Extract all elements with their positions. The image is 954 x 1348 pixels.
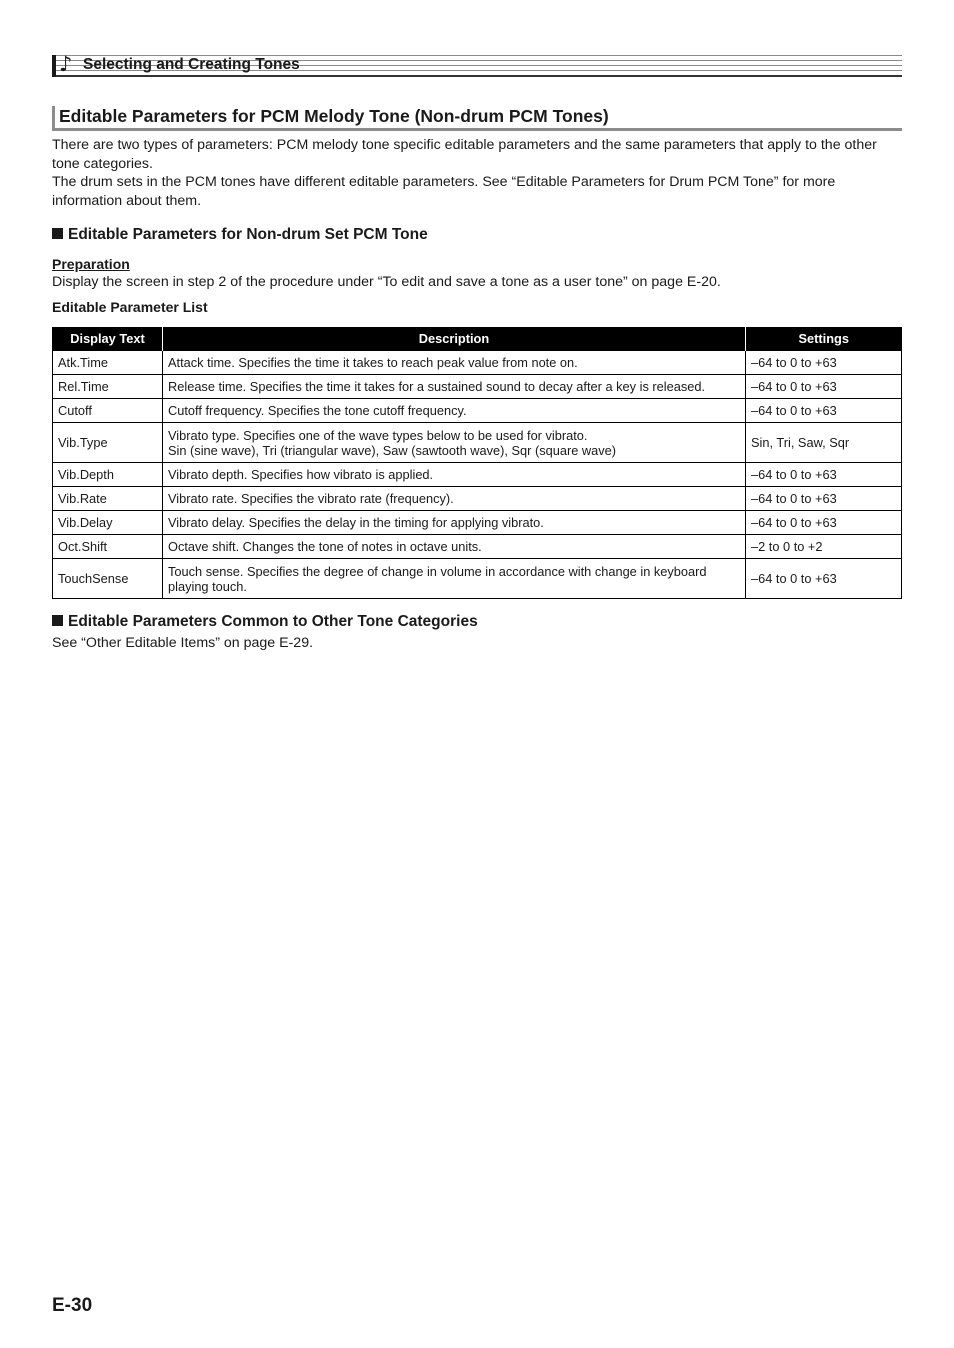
description-cell	[163, 559, 746, 599]
table-row	[53, 535, 902, 559]
table-row	[53, 511, 902, 535]
description-line-2: Sin (sine wave), Tri (triangular wave), Saw (sawtooth wave), Sqr (square wave)	[168, 442, 617, 458]
square-bullet-icon	[52, 228, 63, 239]
settings-cell: –64 to 0 to +63	[746, 463, 902, 487]
running-header-title: Selecting and Creating Tones	[83, 56, 300, 73]
display-text-cell: Vib.Type	[53, 423, 163, 463]
preparation-label: Preparation	[52, 256, 130, 272]
table-row	[53, 423, 902, 463]
subsection-title: Editable Parameters for Non-drum Set PCM Tone	[68, 226, 428, 243]
header-bar	[52, 55, 56, 77]
staff-line	[52, 75, 902, 77]
description-line-1: Touch sense. Specifies the degree of change in volume in accordance with change in keyboard	[168, 563, 707, 579]
display-text-cell: Atk.Time	[53, 351, 163, 375]
description-cell: Octave shift. Changes the tone of notes in octave units.	[163, 535, 746, 559]
description-cell: Vibrato delay. Specifies the delay in the timing for applying vibrato.	[163, 511, 746, 535]
table-row	[53, 375, 902, 399]
settings-cell: –2 to 0 to +2	[746, 535, 902, 559]
running-header	[52, 54, 902, 80]
display-text-cell: Vib.Delay	[53, 511, 163, 535]
subsection-heading-non-drum	[52, 225, 428, 244]
description-cell: Vibrato depth. Specifies how vibrato is applied.	[163, 463, 746, 487]
parameter-list-label: Editable Parameter List	[52, 299, 208, 315]
heading-bar	[52, 106, 55, 128]
description-cell	[163, 423, 746, 463]
display-text-cell: TouchSense	[53, 559, 163, 599]
display-text-cell: Cutoff	[53, 399, 163, 423]
description-cell: Cutoff frequency. Specifies the tone cutoff frequency.	[163, 399, 746, 423]
settings-cell: –64 to 0 to +63	[746, 511, 902, 535]
display-text-cell: Vib.Rate	[53, 487, 163, 511]
table-row	[53, 399, 902, 423]
description-line-2: playing touch.	[168, 578, 247, 594]
section-heading	[52, 105, 902, 131]
table-row	[53, 463, 902, 487]
page-number: E-30	[52, 1295, 93, 1316]
preparation-text: Display the screen in step 2 of the procedure under “To edit and save a tone as a user tone” on page E-20.	[52, 274, 721, 290]
display-text-cell: Rel.Time	[53, 375, 163, 399]
column-header-display-text: Display Text	[53, 327, 163, 351]
section-title: Editable Parameters for PCM Melody Tone (Non-drum PCM Tones)	[59, 106, 609, 126]
table-row	[53, 351, 902, 375]
settings-cell: –64 to 0 to +63	[746, 487, 902, 511]
eighth-note-icon: ♪	[59, 52, 73, 76]
table-row	[53, 559, 902, 599]
intro-paragraph-2: The drum sets in the PCM tones have different editable parameters. See “Editable Parameters for Drum PCM Tone” for more information about them.	[52, 174, 836, 209]
table-row	[53, 487, 902, 511]
display-text-cell: Vib.Depth	[53, 463, 163, 487]
square-bullet-icon	[52, 615, 63, 626]
cross-reference-text: See “Other Editable Items” on page E-29.	[52, 635, 314, 651]
settings-cell: –64 to 0 to +63	[746, 351, 902, 375]
settings-cell: –64 to 0 to +63	[746, 559, 902, 599]
intro-paragraph-1: There are two types of parameters: PCM melody tone specific editable parameters and the same parameters that apply to the other tone categories.	[52, 137, 877, 172]
settings-cell: –64 to 0 to +63	[746, 399, 902, 423]
intro-text	[52, 136, 902, 210]
settings-cell: –64 to 0 to +63	[746, 375, 902, 399]
parameter-table	[52, 327, 902, 599]
description-cell: Attack time. Specifies the time it takes to reach peak value from note on.	[163, 351, 746, 375]
description-cell: Vibrato rate. Specifies the vibrato rate (frequency).	[163, 487, 746, 511]
description-cell: Release time. Specifies the time it takes for a sustained sound to decay after a key is released.	[163, 375, 746, 399]
column-header-description: Description	[163, 327, 746, 351]
table-header-row	[53, 327, 902, 351]
subsection-title: Editable Parameters Common to Other Tone Categories	[68, 613, 478, 630]
subsection-heading-common	[52, 612, 478, 631]
display-text-cell: Oct.Shift	[53, 535, 163, 559]
column-header-settings: Settings	[746, 327, 902, 351]
description-line-1: Vibrato type. Specifies one of the wave types below to be used for vibrato.	[168, 427, 588, 443]
settings-cell: Sin, Tri, Saw, Sqr	[746, 423, 902, 463]
